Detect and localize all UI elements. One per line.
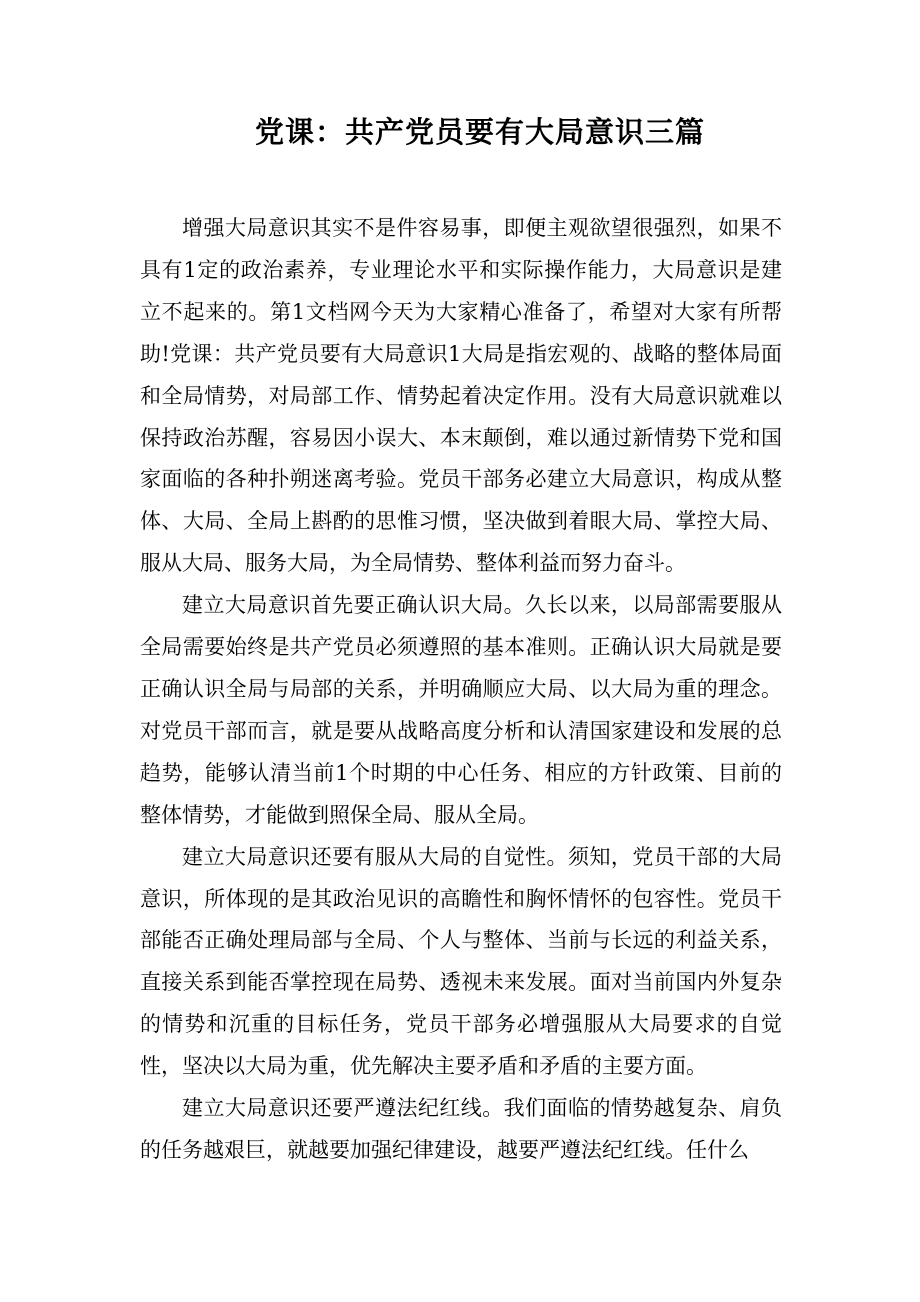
paragraph: 建立大局意识还要严遵法纪红线。我们面临的情势越复杂、肩负的任务越艰巨，就越要加强纪律建设，越要严遵法纪红线。任什么 [140, 1096, 782, 1162]
paragraph: 建立大局意识还要有服从大局的自觉性。须知，党员干部的大局意识，所体现的是其政治见识的高瞻性和胸怀情怀的包容性。党员干部能否正确处理局部与全局、个人与整体、当前与长远的利益关系，直接关系到能否掌控现在局势、透视未来发展。面对当前国内外复杂的情势和沉重的目标任务，党员干部务必增强服从大局要求的自觉性，坚决以大局为重，优先解决主要矛盾和矛盾的主要方面。 [140, 844, 782, 1079]
document-title: 党课：共产党员要有大局意识三篇 [254, 115, 705, 149]
paragraph: 增强大局意识其实不是件容易事，即便主观欲望很强烈，如果不具有1定的政治素养，专业理论水平和实际操作能力，大局意识是建立不起来的。第1文档网今天为大家精心准备了，希望对大家有所帮助!党课：共产党员要有大局意识1大局是指宏观的、战略的整体局面和全局情势，对局部工作、情势起着决定作用。没有大局意识就难以保持政治苏醒，容易因小误大、本末颠倒，难以通过新情势下党和国家面临的各种扑朔迷离考验。党员干部务必建立大局意识，构成从整体、大局、全局上斟酌的思惟习惯，坚决做到着眼大局、掌控大局、服从大局、服务大局，为全局情势、整体利益而努力奋斗。 [140, 216, 782, 576]
document-body [140, 208, 782, 1172]
paragraph: 建立大局意识首先要正确认识大局。久长以来，以局部需要服从全局需要始终是共产党员必须遵照的基本准则。正确认识大局就是要正确认识全局与局部的关系，并明确顺应大局、以大局为重的理念。对党员干部而言，就是要从战略高度分析和认清国家建设和发展的总趋势，能够认清当前1个时期的中心任务、相应的方针政策、目前的整体情势，才能做到照保全局、服从全局。 [140, 593, 782, 827]
